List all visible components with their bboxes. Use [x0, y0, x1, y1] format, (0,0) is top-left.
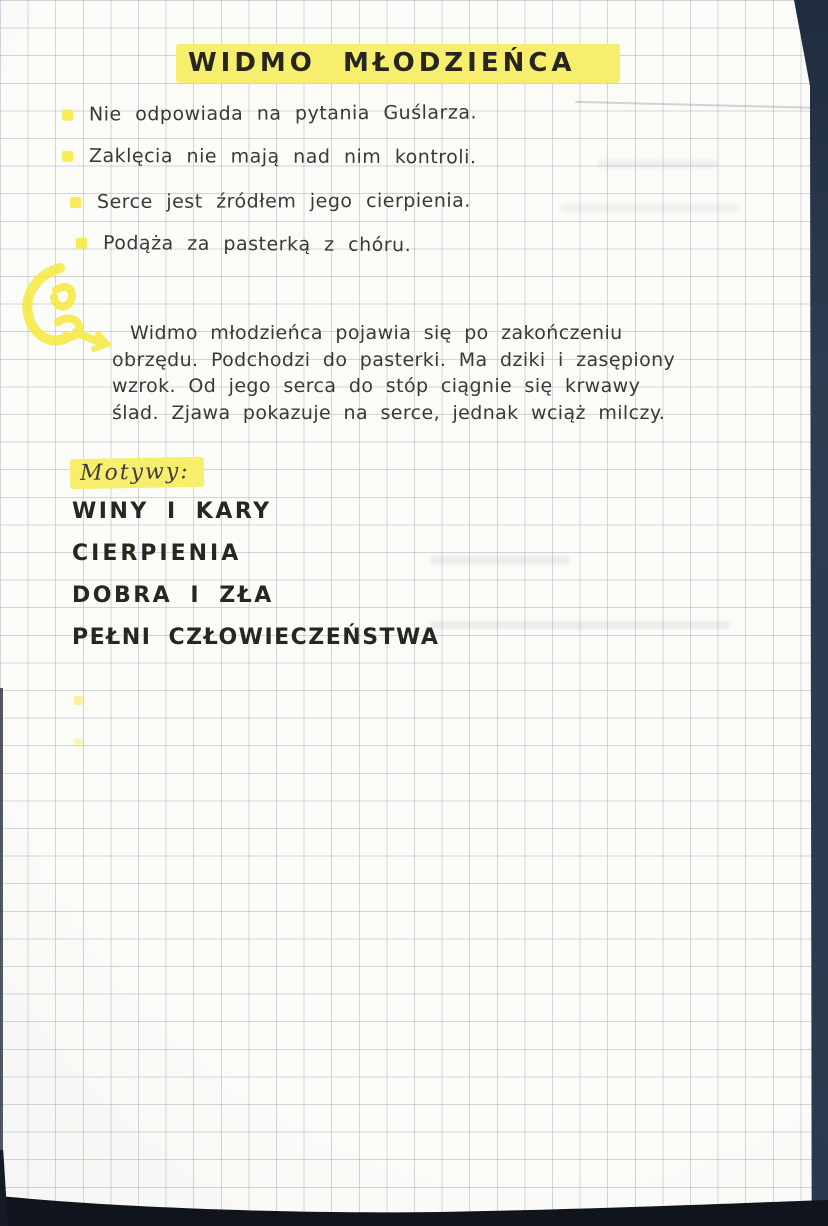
- photo-backdrop-bottom-edge: [0, 1194, 828, 1226]
- summary-paragraph: [112, 320, 732, 426]
- bullet-text: Nie odpowiada na pytania Guślarza.: [88, 101, 478, 126]
- page-title: WIDMO MŁODZIEŃCA: [188, 48, 576, 78]
- motifs-label-highlight: [70, 457, 204, 489]
- bullet-item: [76, 230, 716, 262]
- faint-bullet-dot: [74, 696, 83, 705]
- photo-backdrop-left-edge: [0, 688, 3, 1226]
- ink-bleed-mark: [598, 160, 718, 168]
- motif-item: DOBRA I ZŁA: [72, 583, 274, 608]
- title-highlight: [176, 44, 620, 83]
- bullet-item: [62, 143, 702, 173]
- bullet-square-icon: [76, 238, 87, 249]
- motif-item: PEŁNI CZŁOWIECZEŃSTWA: [72, 625, 440, 650]
- motif-item: WINY I KARY: [72, 499, 272, 524]
- bullet-item: [70, 187, 710, 217]
- bullet-text: Zaklęcia nie mają nad nim kontroli.: [88, 144, 477, 169]
- faint-bullet-dot: [74, 738, 83, 747]
- motifs-label-row: [70, 458, 204, 488]
- summary-line: wzrok. Od jego serca do stóp ciągnie się krwawy: [112, 375, 641, 397]
- bullet-square-icon: [62, 110, 73, 121]
- bullet-square-icon: [62, 151, 73, 162]
- summary-line: ślad. Zjawa pokazuje na serce, jednak wciąż milczy.: [112, 401, 666, 424]
- summary-line: Widmo młodzieńca pojawia się po zakończeniu: [130, 322, 623, 344]
- ink-bleed-mark: [430, 621, 730, 629]
- yellow-marker-doodle-icon: [16, 260, 120, 360]
- ink-bleed-mark: [430, 556, 570, 564]
- bullet-text: Podąża za pasterką z chóru.: [102, 232, 412, 257]
- summary-line: obrzędu. Podchodzi do pasterki. Ma dziki i zasępiony: [112, 348, 676, 371]
- motifs-list: [72, 500, 439, 668]
- motif-item: CIERPIENIA: [72, 541, 242, 566]
- ink-bleed-mark: [560, 204, 740, 212]
- bullet-square-icon: [70, 197, 81, 208]
- motifs-label: Motywy:: [79, 459, 190, 486]
- bullet-text: Serce jest źródłem jego cierpienia.: [96, 189, 471, 213]
- bullet-list: [62, 100, 702, 276]
- title-row: [176, 44, 620, 83]
